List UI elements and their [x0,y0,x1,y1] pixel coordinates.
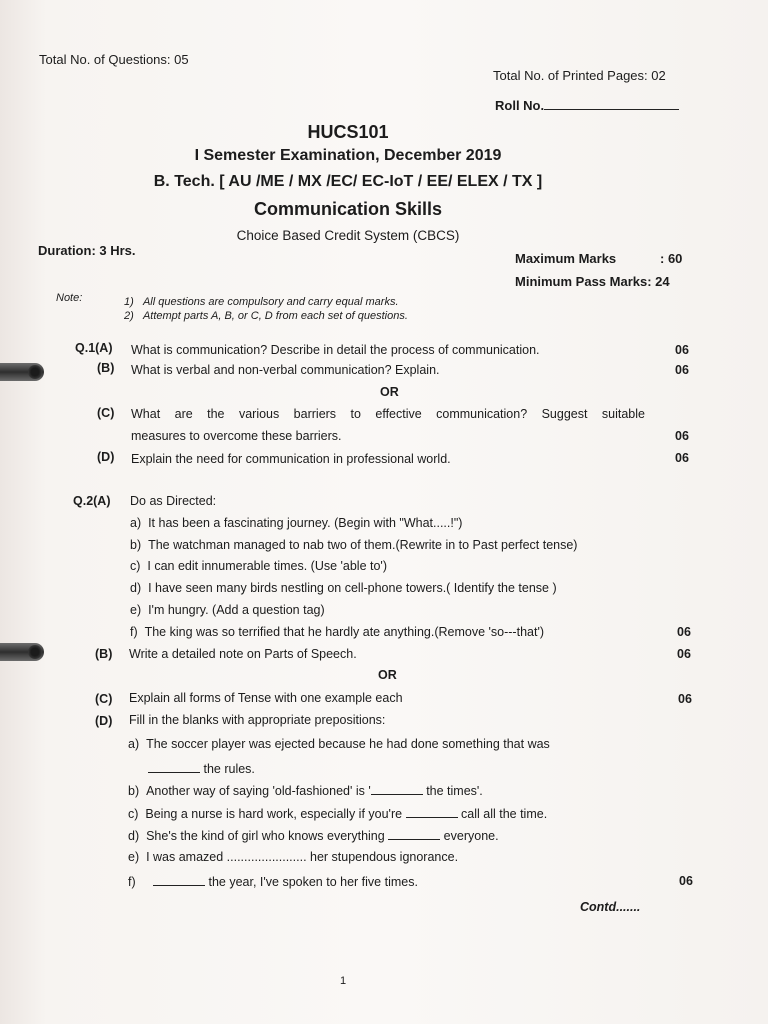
q2a-item-e-text: I'm hungry. (Add a question tag) [148,603,325,617]
q2d-item-e-text: I was amazed ....................... her stupendous ignorance. [146,850,459,864]
binder-ring-bottom [0,643,44,661]
q2d-item-f-text: the year, I've spoken to her five times. [208,875,418,889]
q2d-item-e [128,850,458,864]
q2a-item-c-text: I can edit innumerable times. (Use 'able to') [147,559,387,573]
q2b-marks: 06 [677,647,691,661]
q2d-item-c [128,805,547,821]
q2a-item-f-label: f) [130,625,138,639]
q2d-item-a-line2-text: the rules. [203,762,255,776]
blank-line [153,873,205,886]
total-pages: Total No. of Printed Pages: 02 [493,68,666,83]
q2d-number: (D) [95,714,113,728]
q2a-item-b-text: The watchman managed to nab two of them.(Rewrite in to Past perfect tense) [148,538,578,552]
page-number: 1 [340,975,347,987]
q2b-number: (B) [95,647,113,661]
blank-line [406,805,458,818]
q2d-item-b-label: b) [128,784,140,798]
q2d-item-d-post: everyone. [443,829,499,843]
q2d-item-a-line2 [148,760,255,776]
q2c-text: Explain all forms of Tense with one example each [129,691,403,705]
max-marks-value: : 60 [660,251,683,266]
q2d-item-b-pre: Another way of saying 'old-fashioned' is ' [146,784,371,798]
q2d-item-d-label: d) [128,829,140,843]
note-item-2-num: 2) [124,310,134,322]
note-item-2-text: Attempt parts A, B, or C, D from each set of questions. [142,310,408,322]
q2d-item-f-label: f) [128,875,136,889]
note-label: Note: [56,292,83,304]
continued-label: Contd....... [580,900,641,914]
note-item-1-text: All questions are compulsory and carry equal marks. [142,296,399,308]
q2a-item-f [130,625,544,639]
q2a-item-a [130,516,462,530]
q2d-item-f [128,873,418,889]
q1b-text: What is verbal and non-verbal communication? Explain. [131,363,440,377]
binder-ring-top [0,363,44,381]
q1d-marks: 06 [675,451,689,465]
note-item-1 [124,296,399,308]
q2c-number: (C) [95,692,113,706]
q2a-item-f-text: The king was so terrified that he hardly ate anything.(Remove 'so---that') [144,625,544,639]
q1c-marks: 06 [675,429,689,443]
max-marks-label: Maximum Marks [515,251,617,266]
note-item-2 [124,310,408,322]
blank-line [148,760,200,773]
q2a-number: Q.2(A) [73,494,111,508]
q1c-number: (C) [97,406,115,420]
q2d-item-e-label: e) [128,850,140,864]
q2a-item-d-label: d) [130,581,142,595]
q2a-item-c-label: c) [130,559,141,573]
exam-title: I Semester Examination, December 2019 [194,147,502,164]
q2a-text: Do as Directed: [130,494,217,508]
total-questions: Total No. of Questions: 05 [39,52,189,67]
q1-or: OR [380,385,399,399]
q2a-item-d [130,581,557,595]
program-list: B. Tech. [ AU /ME / MX /EC/ EC-IoT / EE/ ELEX / TX ] [153,173,543,190]
roll-no-label: Roll No. [495,98,545,113]
q1a-text: What is communication? Describe in detail the process of communication. [131,343,540,357]
subject-title: Communication Skills [253,199,443,219]
q2d-item-b-post: the times'. [422,784,483,798]
q2a-marks: 06 [677,625,691,639]
q2-or: OR [378,668,397,682]
q2b-text: Write a detailed note on Parts of Speech. [129,647,357,661]
q1c-text-line1: What are the various barriers to effective communication? Suggest suitable [131,407,645,421]
course-code: HUCS101 [307,122,389,142]
q2d-item-d-pre: She's the kind of girl who knows everything [146,829,385,843]
credit-system: Choice Based Credit System (CBCS) [236,228,460,243]
q1a-number: Q.1(A) [75,341,113,355]
duration: Duration: 3 Hrs. [38,243,136,258]
q2a-item-a-text: It has been a fascinating journey. (Begin with "What.....!") [148,516,463,530]
q1c-text-line2: measures to overcome these barriers. [131,429,342,443]
blank-line [388,827,440,840]
blank-line [371,782,423,795]
q2a-item-e-label: e) [130,603,142,617]
q2a-item-e [130,603,325,617]
q2c-marks: 06 [678,692,692,706]
q2d-item-a-label: a) [128,737,140,751]
q1d-number: (D) [97,450,115,464]
q2d-item-c-label: c) [128,807,139,821]
q2a-item-d-text: I have seen many birds nestling on cell-phone towers.( Identify the tense ) [148,581,557,595]
q2d-item-b [128,782,483,798]
q1b-number: (B) [97,361,115,375]
q2d-marks: 06 [679,874,693,888]
q2d-text: Fill in the blanks with appropriate prepositions: [129,713,386,727]
roll-no-line [544,97,679,110]
note-item-1-num: 1) [124,296,134,308]
q2d-item-c-pre: Being a nurse is hard work, especially if you're [145,807,403,821]
q1a-marks: 06 [675,343,689,357]
q2d-item-d [128,827,499,843]
q2a-item-c [130,559,387,573]
q1d-text: Explain the need for communication in professional world. [131,452,451,466]
q2a-item-b-label: b) [130,538,142,552]
min-pass-marks: Minimum Pass Marks: 24 [515,274,670,289]
q2a-item-a-label: a) [130,516,142,530]
roll-no [495,97,679,113]
q2d-item-c-post: call all the time. [461,807,548,821]
q2a-item-b [130,538,577,552]
q1b-marks: 06 [675,363,689,377]
q2d-item-a-line1 [128,737,550,751]
q2d-item-a-text: The soccer player was ejected because he had done something that was [146,737,550,751]
